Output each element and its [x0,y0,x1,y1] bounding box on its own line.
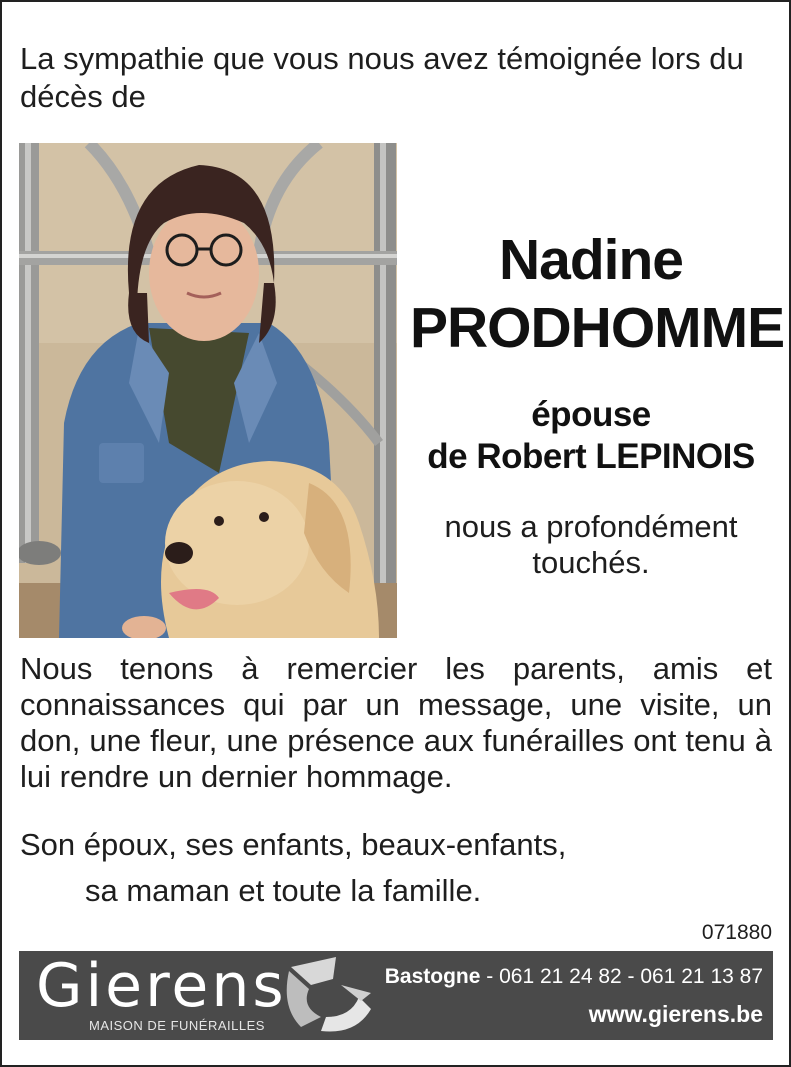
funeral-home-logo-text: Gierens [36,951,287,1021]
website-link[interactable]: www.gierens.be [588,1001,763,1027]
deceased-name [410,226,785,362]
city-label: Bastogne [384,965,481,988]
first-name: Nadine [498,228,684,292]
portrait-photo [19,143,397,638]
thanks-paragraph: Nous tenons à remercier les parents, amis et connaissances qui par un message, une visite, un don, une fleur, une présence aux funérailles ont tenu à lui rendre un dernier hommage. [20,651,772,794]
touched-text: nous a profondément touchés. [444,509,738,580]
spouse-block [410,394,772,478]
last-name: PRODHOMME [410,296,785,360]
funeral-home-logo-icon [281,957,381,1040]
signature-line-1: Son époux, ses enfants, beaux-enfants, [20,827,567,862]
funeral-home-banner [19,951,773,1040]
intro-text: La sympathie que vous nous avez témoignée lors du décès de [20,41,744,114]
relation-label: épouse [531,395,651,434]
contact-line [385,965,763,989]
signature-line-2: sa maman et toute la famille. [85,873,482,908]
spouse-name: de Robert LEPINOIS [427,437,755,476]
funeral-home-subtitle: MAISON DE FUNÉRAILLES [89,1018,265,1033]
reference-number: 071880 [701,921,772,944]
family-signature [20,822,772,914]
phone-numbers: - 061 21 24 82 - 061 21 13 87 [480,965,763,988]
